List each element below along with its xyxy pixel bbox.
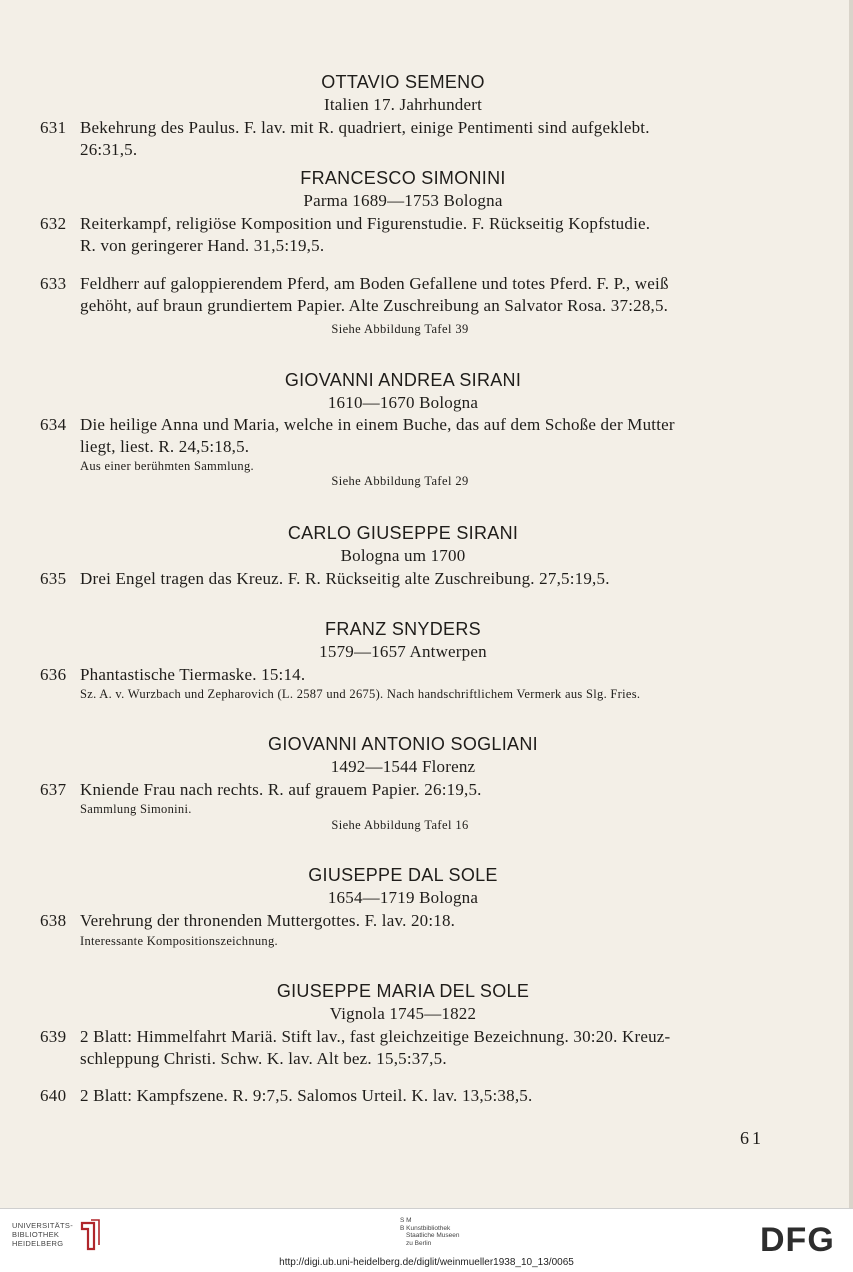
- lot-description-line: 2 Blatt: Kampfszene. R. 9:7,5. Salomos Urteil. K. lav. 13,5:38,5.: [80, 1086, 533, 1105]
- artist-origin: Italien 17. Jahrhundert: [323, 95, 483, 114]
- artist-origin: 1610—1670 Bologna: [327, 393, 479, 412]
- artist-heading: OTTAVIO SEMENO: [321, 72, 485, 92]
- lot-description-line: 2 Blatt: Himmelfahrt Mariä. Stift lav., fast gleichzeitige Bezeichnung. 30:20. Kreuz-: [80, 1027, 671, 1046]
- lot-number: 636: [40, 665, 67, 684]
- provenance-note: Aus einer berühmten Sammlung.: [80, 459, 254, 473]
- artist-origin: Vignola 1745—1822: [329, 1004, 477, 1023]
- smb-line: zu Berlin: [406, 1239, 432, 1247]
- provenance-note: Sz. A. v. Wurzbach und Zepharovich (L. 2587 und 2675). Nach handschriftlichem Vermerk aus Slg. Fries.: [80, 687, 641, 701]
- provenance-note: Interessante Kompositionszeichnung.: [80, 934, 278, 948]
- lot-number: 637: [40, 780, 67, 799]
- artist-origin: Parma 1689—1753 Bologna: [303, 191, 503, 210]
- provenance-note: Sammlung Simonini.: [80, 802, 192, 816]
- lot-number: 632: [40, 214, 67, 233]
- lot-description-line: R. von geringerer Hand. 31,5:19,5.: [80, 236, 325, 255]
- smb-line: Staatliche Museen: [406, 1232, 460, 1239]
- lot-description-line: Drei Engel tragen das Kreuz. F. R. Rückseitig alte Zuschreibung. 27,5:19,5.: [80, 569, 610, 588]
- artist-heading: GIOVANNI ANDREA SIRANI: [284, 370, 522, 390]
- lot-number: 640: [40, 1086, 67, 1105]
- smb-line: S M: [400, 1217, 412, 1224]
- page-edge: [849, 0, 853, 1208]
- lot-number: 634: [40, 415, 67, 434]
- artist-heading: FRANZ SNYDERS: [325, 619, 481, 639]
- page-number: 61: [740, 1128, 764, 1148]
- artist-origin: 1654—1719 Bologna: [327, 888, 479, 907]
- plate-reference: Siehe Abbildung Tafel 39: [331, 322, 469, 336]
- lot-description-line: Kniende Frau nach rechts. R. auf grauem Papier. 26:19,5.: [80, 780, 482, 799]
- artist-origin: 1492—1544 Florenz: [330, 757, 476, 776]
- smb-kunstbibliothek-logo: [400, 1217, 459, 1247]
- lot-number: 639: [40, 1027, 67, 1046]
- plate-reference: Siehe Abbildung Tafel 29: [331, 474, 469, 488]
- plate-reference: Siehe Abbildung Tafel 16: [331, 818, 469, 832]
- artist-heading: GIUSEPPE MARIA DEL SOLE: [276, 981, 530, 1001]
- lot-description-line: Phantastische Tiermaske. 15:14.: [80, 665, 306, 684]
- lot-number: 638: [40, 911, 67, 930]
- artist-origin: Bologna um 1700: [340, 546, 466, 565]
- artist-origin: 1579—1657 Antwerpen: [319, 642, 487, 661]
- artist-heading: GIUSEPPE DAL SOLE: [308, 865, 498, 885]
- artist-heading: CARLO GIUSEPPE SIRANI: [287, 523, 519, 543]
- lot-description-line: schleppung Christi. Schw. K. lav. Alt bez. 15,5:37,5.: [80, 1049, 447, 1068]
- university-library-label: UNIVERSITÄTS- BIBLIOTHEK HEIDELBERG: [12, 1221, 73, 1248]
- lot-description-line: liegt, liest. R. 24,5:18,5.: [80, 437, 250, 456]
- lot-description-line: Reiterkampf, religiöse Komposition und Figurenstudie. F. Rückseitig Kopfstudie.: [80, 214, 651, 233]
- lot-number: 635: [40, 569, 67, 588]
- dfg-logo: DFG: [760, 1221, 835, 1259]
- artist-heading: GIOVANNI ANTONIO SOGLIANI: [268, 734, 538, 754]
- university-library-logo-icon: [80, 1219, 100, 1253]
- artist-heading: FRANCESCO SIMONINI: [300, 168, 506, 188]
- lot-description-line: gehöht, auf braun grundiertem Papier. Alte Zuschreibung an Salvator Rosa. 37:28,5.: [80, 296, 669, 315]
- lot-description-line: Verehrung der thronenden Muttergottes. F. lav. 20:18.: [80, 911, 456, 930]
- lot-number: 631: [40, 118, 67, 137]
- lot-description-line: Die heilige Anna und Maria, welche in einem Buche, das auf dem Schoße der Mutter: [80, 415, 675, 434]
- smb-line: B Kunstbibliothek: [400, 1224, 451, 1232]
- lot-description-line: Bekehrung des Paulus. F. lav. mit R. quadriert, einige Pentimenti sind aufgeklebt.: [80, 118, 650, 137]
- permalink-url[interactable]: http://digi.ub.uni-heidelberg.de/diglit/weinmueller1938_10_13/0065: [279, 1257, 574, 1268]
- lot-description-line: 26:31,5.: [80, 140, 138, 159]
- lot-number: 633: [40, 274, 67, 293]
- lot-description-line: Feldherr auf galoppierendem Pferd, am Boden Gefallene und totes Pferd. F. P., weiß: [80, 274, 669, 293]
